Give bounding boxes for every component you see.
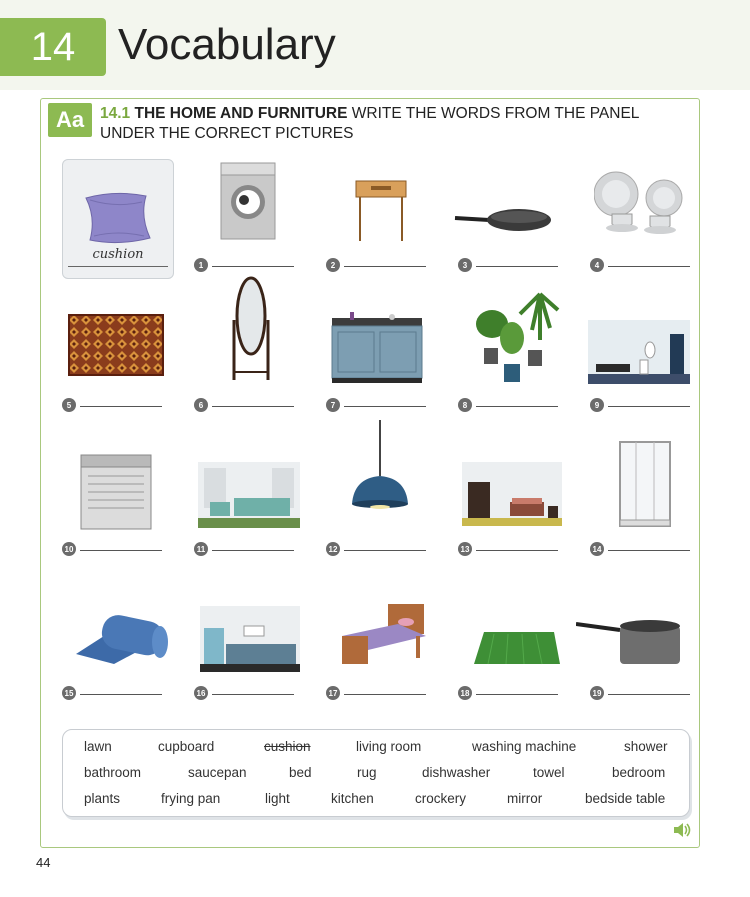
answer-number-7: 7 [326, 398, 340, 412]
cupboard-icon [330, 306, 424, 384]
answer-number-9: 9 [590, 398, 604, 412]
answer-line-9[interactable] [608, 406, 690, 407]
panel-word: bedroom [612, 765, 666, 780]
page-number: 44 [36, 855, 51, 870]
washing-machine-icon [220, 162, 276, 240]
answer-number-11: 11 [194, 542, 208, 556]
answer-number-13: 13 [458, 542, 472, 556]
answer-line-4[interactable] [608, 266, 690, 267]
panel-word: living room [356, 739, 422, 754]
cushion-icon [80, 190, 156, 244]
answer-number-1: 1 [194, 258, 208, 272]
saucepan-icon [576, 614, 682, 668]
mirror-icon [228, 276, 274, 384]
answer-number-19: 19 [590, 686, 604, 700]
example-answer: cushion [92, 247, 144, 262]
answer-number-2: 2 [326, 258, 340, 272]
header-band [0, 0, 750, 90]
plants-icon [470, 290, 560, 384]
answer-number-12: 12 [326, 542, 340, 556]
example-answer-line [68, 266, 168, 267]
answer-line-2[interactable] [344, 266, 426, 267]
bedroom-icon [462, 462, 562, 526]
panel-word: bathroom [84, 765, 142, 780]
answer-line-19[interactable] [608, 694, 690, 695]
shower-icon [618, 440, 672, 530]
bed-icon [338, 602, 428, 668]
exercise-number: 14.1 [100, 105, 131, 122]
answer-line-12[interactable] [344, 550, 426, 551]
chapter-title: Vocabulary [118, 20, 336, 69]
frying-pan-icon [453, 206, 553, 236]
exercise-topic: THE HOME AND FURNITURE [134, 105, 348, 122]
answer-line-11[interactable] [212, 550, 294, 551]
answer-line-3[interactable] [476, 266, 558, 267]
answer-number-18: 18 [458, 686, 472, 700]
panel-word: cupboard [158, 739, 215, 754]
answer-line-14[interactable] [608, 550, 690, 551]
panel-word: bed [289, 765, 312, 780]
living-room-icon [198, 462, 300, 528]
crockery-icon [594, 170, 686, 236]
panel-word: light [265, 791, 290, 806]
answer-line-13[interactable] [476, 550, 558, 551]
panel-word: crockery [415, 791, 467, 806]
panel-word: frying pan [161, 791, 221, 806]
answer-number-16: 16 [194, 686, 208, 700]
exercise-instruction-text: WRITE THE WORDS FROM THE PANEL UNDER THE CORRECT PICTURES [100, 105, 639, 142]
answer-number-17: 17 [326, 686, 340, 700]
answer-number-8: 8 [458, 398, 472, 412]
panel-word: towel [533, 765, 565, 780]
panel-word: rug [357, 765, 377, 780]
lawn-icon [474, 630, 560, 666]
vocabulary-badge: Aa [48, 103, 92, 137]
panel-word: shower [624, 739, 668, 754]
answer-line-10[interactable] [80, 550, 162, 551]
answer-number-3: 3 [458, 258, 472, 272]
answer-line-5[interactable] [80, 406, 162, 407]
answer-number-4: 4 [590, 258, 604, 272]
panel-word: cushion [264, 739, 311, 754]
kitchen-icon [200, 606, 300, 672]
answer-line-18[interactable] [476, 694, 558, 695]
towel-icon [74, 612, 170, 668]
answer-number-14: 14 [590, 542, 604, 556]
panel-word: kitchen [331, 791, 374, 806]
answer-line-16[interactable] [212, 694, 294, 695]
answer-number-10: 10 [62, 542, 76, 556]
panel-word: dishwasher [422, 765, 491, 780]
answer-line-1[interactable] [212, 266, 294, 267]
answer-line-7[interactable] [344, 406, 426, 407]
dishwasher-icon [80, 454, 152, 530]
rug-icon [68, 314, 164, 376]
exercise-instruction [100, 104, 680, 144]
answer-number-6: 6 [194, 398, 208, 412]
light-icon [346, 420, 414, 510]
answer-number-15: 15 [62, 686, 76, 700]
panel-word: mirror [507, 791, 543, 806]
speaker-icon[interactable] [672, 822, 692, 838]
answer-line-6[interactable] [212, 406, 294, 407]
chapter-number: 14 [0, 18, 106, 76]
panel-word: bedside table [585, 791, 666, 806]
bathroom-icon [588, 320, 690, 384]
answer-line-8[interactable] [476, 406, 558, 407]
answer-line-15[interactable] [80, 694, 162, 695]
panel-word: lawn [84, 739, 112, 754]
answer-line-17[interactable] [344, 694, 426, 695]
panel-word: washing machine [472, 739, 577, 754]
bedside-table-icon [355, 180, 407, 242]
panel-word: saucepan [188, 765, 247, 780]
answer-number-5: 5 [62, 398, 76, 412]
panel-word: plants [84, 791, 121, 806]
